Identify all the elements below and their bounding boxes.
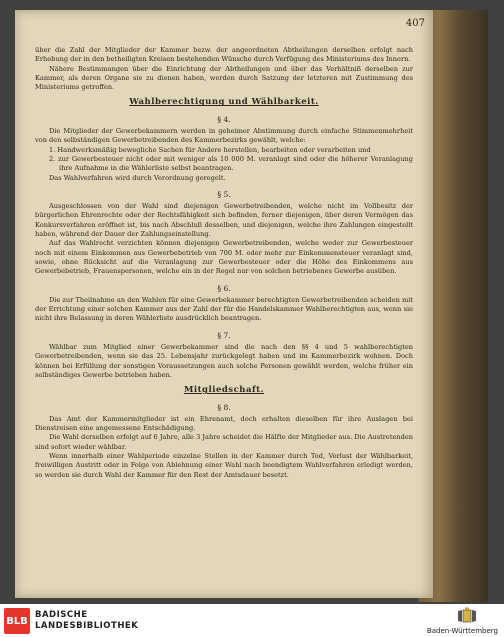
body-paragraph: Das Amt der Kammermitglieder ist ein Ehrenamt, doch erhalten dieselben für ihre Auslagen bei Dienstreisen eine angemessene Entschädigung. bbox=[35, 414, 413, 433]
library-name-line1: BADISCHE bbox=[35, 610, 88, 620]
body-paragraph: Nähere Bestimmungen über die Einrichtung der Abtheilungen und über das Verhältniß derselben zur Kammer, als deren Organe sie zu dienen haben, werden durch Satzung der letzteren mit Zustimmung des Ministeriums getroffen. bbox=[35, 64, 413, 92]
page-content bbox=[35, 46, 413, 480]
body-paragraph: Ausgeschlossen von der Wahl sind diejenigen Gewerbetreibenden, welche nicht im Vollbesitz der bürgerlichen Ehrenrechte oder der Rechtsfähigkeit sich befinden, ferner diejenigen, über deren Vermögen das Konkursverfahren eröffnet ist, bis nach Abschluß desselben, und diejenigen, welche ihre Zahlungen eingestellt haben, während der Dauer der Zahlungseinstellung. bbox=[35, 202, 413, 239]
body-paragraph: Wählbar zum Mitglied einer Gewerbekammer sind die nach den §§ 4 und 5 wahlberechtigten Gewerbetreibenden, wenn sie das 25. Lebensjahr zurückgelegt haben und im Kammerbezirk wohnen. Doch können bei Erfüllung der sonstigen Voraussetzungen auch solche Personen gewählt werden, welche früher ein selbständiges Gewerbe betrieben haben. bbox=[35, 343, 413, 379]
footer-bar bbox=[0, 604, 504, 637]
paragraph-number: § 7. bbox=[217, 330, 231, 340]
blb-logo-icon[interactable]: BLB bbox=[4, 608, 30, 634]
body-paragraph: Auf das Wahlrecht verzichten können diejenigen Gewerbetreibenden, welche weder zur Gewerbesteuer noch mit einem Einkommen aus Gewerbebetrieb von 700 M. oder mehr zur Einkommensteuer veranlagt sind, sowie, ohne Rücksicht auf die Veranlagung zur Gewerbesteuer oder die Höhe des Einkommens aus Gewerbebetrieb, Frauenspersonen, welche ein in der Regel nur von solchen betriebenes Gewerbe ausüben. bbox=[35, 239, 413, 276]
library-name-line2: LANDESBIBLIOTHEK bbox=[35, 620, 139, 631]
page-number: 407 bbox=[405, 18, 425, 29]
document-page bbox=[15, 10, 433, 598]
paragraph-number: § 8. bbox=[217, 402, 231, 412]
paragraph-number: § 5. bbox=[217, 189, 231, 199]
body-paragraph: Das Wahlverfahren wird durch Verordnung geregelt. bbox=[49, 173, 226, 182]
paragraph-number: § 4. bbox=[217, 114, 231, 124]
section-heading: Wahlberechtigung und Wählbarkeit. bbox=[129, 97, 319, 108]
numbered-list bbox=[35, 146, 413, 174]
body-paragraph: Die Mitglieder der Gewerbekammern werden in geheimer Abstimmung durch einfache Stimmenmehrheit von den selbständigen Gewerbetreibenden des Kammerbezirks gewählt, welche: bbox=[35, 127, 413, 145]
body-paragraph: Die Wahl derselben erfolgt auf 6 Jahre, alle 3 Jahre scheidet die Hälfte der Mitglieder aus. Die Austretenden sind sofort wieder wählbar. bbox=[35, 433, 413, 451]
body-paragraph: Wenn innerhalb einer Wahlperiode einzelne Stellen in der Kammer durch Tod, Verlust der Wählbarkeit, freiwilligen Austritt oder in Folge von Ablehnung einer Wahl nach beendigtem Wahlverfahren erledigt werden, so werden sie durch Wahl der Kammer für den Rest der Amtsdauer besetzt. bbox=[35, 451, 413, 479]
paragraph-number: § 6. bbox=[217, 283, 231, 293]
coat-of-arms-icon bbox=[456, 607, 478, 625]
library-name[interactable] bbox=[35, 610, 138, 631]
section-heading: Mitgliedschaft. bbox=[183, 385, 264, 396]
body-paragraph: über die Zahl der Mitglieder der Kammer bezw. der angeordneten Abtheilungen derselben erfolgt nach Erhebung der in den betheiligten Kreisen bestehenden Wünsche durch Verfügung des Ministeriums des Innern. bbox=[35, 46, 413, 64]
state-label[interactable]: Baden-Württemberg bbox=[426, 627, 498, 635]
list-item: 2. zur Gewerbesteuer nicht oder mit weniger als 10 000 M. veranlagt sind oder die höherer Veranlagung ihre Aufnahme in die Wählerliste selbst beantragen. bbox=[49, 154, 413, 173]
body-paragraph: Die zur Theilnahme an den Wahlen für eine Gewerbekammer berechtigten Gewerbetreibenden scheiden mit der Errichtung einer solchen Kammer aus der Zahl der für die Handelskammer Wahlberechtigten aus, wenn sie nicht ihre Belassung in deren Wählerliste ausdrücklich beantragen. bbox=[35, 295, 413, 323]
list-item: 1. Handwerksmäßig bewegliche Sachen für Andere herstellen, bearbeiten oder verarbeiten und bbox=[49, 145, 371, 154]
